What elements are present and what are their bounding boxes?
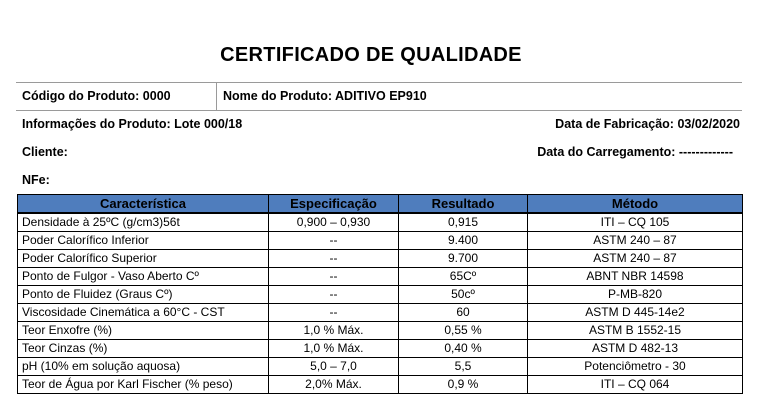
- cell-resultado: 65Cº: [399, 268, 528, 286]
- divider-vertical: [216, 82, 217, 110]
- cell-resultado: 0,55 %: [399, 322, 528, 340]
- cell-especificacao: 0,900 – 0,930: [269, 213, 399, 232]
- cell-resultado: 60: [399, 304, 528, 322]
- cell-caracteristica: Densidade à 25ºC (g/cm3)56t: [18, 213, 269, 232]
- cell-resultado: 9.700: [399, 250, 528, 268]
- table-row: [18, 304, 743, 322]
- table-row: [18, 250, 743, 268]
- cell-metodo: ITI – CQ 105: [528, 213, 743, 232]
- cell-especificacao: 1,0 % Máx.: [269, 322, 399, 340]
- cell-especificacao: --: [269, 286, 399, 304]
- table-row: [18, 358, 743, 376]
- product-code: Código do Produto: 0000: [22, 89, 171, 103]
- cell-especificacao: 1,0 % Máx.: [269, 340, 399, 358]
- table-header-row: [18, 195, 743, 214]
- table-row: [18, 340, 743, 358]
- cell-especificacao: 2,0% Máx.: [269, 376, 399, 394]
- cell-especificacao: --: [269, 250, 399, 268]
- table-row: [18, 376, 743, 394]
- cell-caracteristica: Ponto de Fulgor - Vaso Aberto Cº: [18, 268, 269, 286]
- table-row: [18, 322, 743, 340]
- cell-metodo: ASTM 240 – 87: [528, 232, 743, 250]
- cell-metodo: ASTM D 445-14e2: [528, 304, 743, 322]
- cell-caracteristica: Ponto de Fluidez (Graus Cº): [18, 286, 269, 304]
- manufacture-date: Data de Fabricação: 03/02/2020: [555, 117, 740, 131]
- cell-caracteristica: pH (10% em solução aquosa): [18, 358, 269, 376]
- nfe-label: NFe:: [22, 173, 50, 187]
- cell-caracteristica: Poder Calorífico Inferior: [18, 232, 269, 250]
- table-row: [18, 232, 743, 250]
- document-title: CERTIFICADO DE QUALIDADE: [220, 44, 522, 66]
- table-row: [18, 213, 743, 232]
- cell-caracteristica: Teor Cinzas (%): [18, 340, 269, 358]
- cell-especificacao: --: [269, 304, 399, 322]
- client-label: Cliente:: [22, 145, 68, 159]
- cell-metodo: ASTM D 482-13: [528, 340, 743, 358]
- cell-resultado: 0,915: [399, 213, 528, 232]
- table-row: [18, 286, 743, 304]
- cell-resultado: 9.400: [399, 232, 528, 250]
- cell-metodo: P-MB-820: [528, 286, 743, 304]
- loading-date: Data do Carregamento: -------------: [537, 145, 733, 159]
- cell-metodo: ASTM B 1552-15: [528, 322, 743, 340]
- cell-caracteristica: Viscosidade Cinemática a 60°C - CST: [18, 304, 269, 322]
- table-row: [18, 268, 743, 286]
- header-resultado: Resultado: [399, 195, 528, 214]
- cell-metodo: Potenciômetro - 30: [528, 358, 743, 376]
- cell-metodo: ITI – CQ 064: [528, 376, 743, 394]
- header-metodo: Método: [528, 195, 743, 214]
- header-caracteristica: Característica: [18, 195, 269, 214]
- cell-resultado: 5,5: [399, 358, 528, 376]
- cell-caracteristica: Teor Enxofre (%): [18, 322, 269, 340]
- quality-table: [17, 194, 743, 394]
- divider-middle: [16, 110, 742, 111]
- cell-resultado: 0,40 %: [399, 340, 528, 358]
- divider-top: [16, 82, 742, 83]
- cell-resultado: 0,9 %: [399, 376, 528, 394]
- cell-especificacao: 5,0 – 7,0: [269, 358, 399, 376]
- cell-resultado: 50cº: [399, 286, 528, 304]
- cell-metodo: ABNT NBR 14598: [528, 268, 743, 286]
- cell-especificacao: --: [269, 232, 399, 250]
- cell-caracteristica: Teor de Água por Karl Fischer (% peso): [18, 376, 269, 394]
- header-especificacao: Especificação: [269, 195, 399, 214]
- product-info: Informações do Produto: Lote 000/18: [22, 117, 243, 131]
- product-name: Nome do Produto: ADITIVO EP910: [223, 89, 427, 103]
- cell-especificacao: --: [269, 268, 399, 286]
- cell-metodo: ASTM 240 – 87: [528, 250, 743, 268]
- cell-caracteristica: Poder Calorífico Superior: [18, 250, 269, 268]
